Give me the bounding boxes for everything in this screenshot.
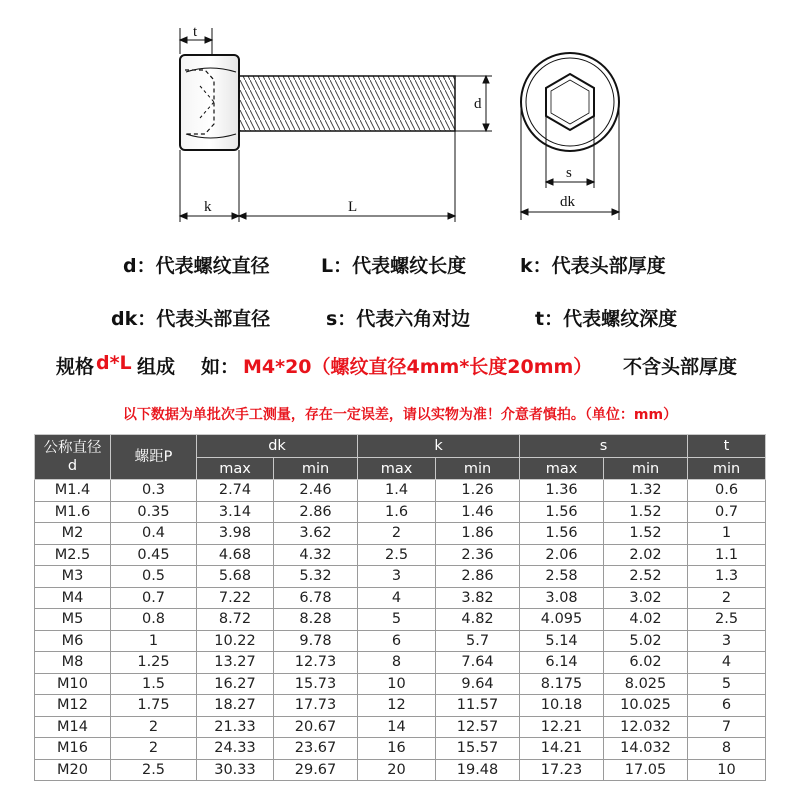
cell-d: M6 [35, 630, 111, 652]
header-k: k [358, 435, 520, 458]
legend-row-2 [0, 304, 800, 334]
cell-dk-max: 8.72 [197, 609, 274, 631]
cell-dk-min: 6.78 [274, 587, 358, 609]
cell-s-min: 6.02 [604, 652, 688, 674]
spec-prefix: 规格 [56, 356, 95, 378]
cell-s-min: 17.05 [604, 759, 688, 781]
cell-dk-min: 15.73 [274, 673, 358, 695]
cell-pitch: 2 [111, 738, 197, 760]
cell-k-min: 4.82 [436, 609, 520, 631]
table-row [35, 759, 766, 781]
cell-t-min: 8 [688, 738, 766, 760]
cell-dk-min: 5.32 [274, 566, 358, 588]
label-k: k [204, 199, 212, 215]
spec-line [0, 352, 800, 382]
spec-as-label: 如： [201, 356, 240, 378]
cell-t-min: 1.3 [688, 566, 766, 588]
cell-k-max: 3 [358, 566, 436, 588]
cell-s-max: 2.58 [520, 566, 604, 588]
table-row [35, 523, 766, 545]
cell-k-max: 8 [358, 652, 436, 674]
cell-dk-max: 24.33 [197, 738, 274, 760]
cell-s-max: 14.21 [520, 738, 604, 760]
header-dk-max: max [197, 458, 274, 480]
cell-k-max: 6 [358, 630, 436, 652]
header-dk-min: min [274, 458, 358, 480]
cell-s-min: 3.02 [604, 587, 688, 609]
cell-d: M8 [35, 652, 111, 674]
cell-k-min: 7.64 [436, 652, 520, 674]
cell-k-min: 12.57 [436, 716, 520, 738]
cell-k-min: 9.64 [436, 673, 520, 695]
cell-s-min: 4.02 [604, 609, 688, 631]
cell-k-min: 2.86 [436, 566, 520, 588]
cell-d: M1.4 [35, 480, 111, 502]
cell-dk-min: 3.62 [274, 523, 358, 545]
cell-dk-max: 21.33 [197, 716, 274, 738]
cell-dk-max: 13.27 [197, 652, 274, 674]
cell-dk-max: 16.27 [197, 673, 274, 695]
cell-t-min: 2.5 [688, 609, 766, 631]
label-dk: dk [560, 194, 575, 210]
cell-k-max: 1.4 [358, 480, 436, 502]
legend-s: s：代表六角对边 [326, 308, 471, 330]
cell-k-min: 1.46 [436, 501, 520, 523]
table-row [35, 501, 766, 523]
cell-t-min: 1.1 [688, 544, 766, 566]
header-s-min: min [604, 458, 688, 480]
cell-s-min: 5.02 [604, 630, 688, 652]
header-pitch: 螺距P [111, 435, 197, 480]
legend-dk: dk：代表头部直径 [111, 308, 271, 330]
header-t: t [688, 435, 766, 458]
cell-k-max: 1.6 [358, 501, 436, 523]
cell-pitch: 2 [111, 716, 197, 738]
cell-k-max: 2 [358, 523, 436, 545]
cell-dk-max: 3.98 [197, 523, 274, 545]
cell-dk-min: 29.67 [274, 759, 358, 781]
cell-k-min: 15.57 [436, 738, 520, 760]
cell-k-max: 5 [358, 609, 436, 631]
cell-pitch: 1 [111, 630, 197, 652]
spec-example: M4*20（螺纹直径4mm*长度20mm） [243, 356, 593, 378]
cell-d: M3 [35, 566, 111, 588]
cell-s-max: 1.56 [520, 501, 604, 523]
table-row [35, 673, 766, 695]
table-row [35, 716, 766, 738]
cell-dk-max: 18.27 [197, 695, 274, 717]
cell-s-min: 2.02 [604, 544, 688, 566]
cell-dk-min: 2.46 [274, 480, 358, 502]
cell-s-max: 4.095 [520, 609, 604, 631]
cell-dk-max: 2.74 [197, 480, 274, 502]
cell-pitch: 0.7 [111, 587, 197, 609]
cell-k-min: 5.7 [436, 630, 520, 652]
cell-s-max: 2.06 [520, 544, 604, 566]
cell-dk-min: 2.86 [274, 501, 358, 523]
cell-dk-min: 20.67 [274, 716, 358, 738]
cell-pitch: 0.45 [111, 544, 197, 566]
header-dk: dk [197, 435, 358, 458]
label-L: L [348, 199, 358, 215]
cell-t-min: 7 [688, 716, 766, 738]
legend-d: d：代表螺纹直径 [123, 255, 270, 277]
cell-s-max: 8.175 [520, 673, 604, 695]
cell-d: M2.5 [35, 544, 111, 566]
measurement-notice: 以下数据为单批次手工测量，存在一定误差，请以实物为准！介意者慎拍。（单位：mm） [122, 407, 678, 423]
header-nominal-diameter-line1: 公称直径 [43, 440, 102, 456]
cell-k-min: 2.36 [436, 544, 520, 566]
cell-t-min: 6 [688, 695, 766, 717]
cell-s-min: 2.52 [604, 566, 688, 588]
cell-k-max: 14 [358, 716, 436, 738]
cell-s-max: 1.36 [520, 480, 604, 502]
cell-pitch: 1.5 [111, 673, 197, 695]
cell-d: M2 [35, 523, 111, 545]
cell-s-min: 10.025 [604, 695, 688, 717]
table-row [35, 566, 766, 588]
cell-k-max: 10 [358, 673, 436, 695]
table-row [35, 695, 766, 717]
cell-pitch: 0.4 [111, 523, 197, 545]
cell-s-min: 14.032 [604, 738, 688, 760]
cell-k-max: 20 [358, 759, 436, 781]
cell-d: M20 [35, 759, 111, 781]
cell-s-min: 1.52 [604, 501, 688, 523]
cell-t-min: 3 [688, 630, 766, 652]
cell-dk-min: 8.28 [274, 609, 358, 631]
spec-table-body [35, 480, 766, 781]
cell-k-max: 12 [358, 695, 436, 717]
screw-thread-side-view [239, 76, 455, 131]
table-row [35, 587, 766, 609]
spec-suffix: 组成 [137, 356, 176, 378]
cell-dk-min: 23.67 [274, 738, 358, 760]
label-s: s [566, 165, 572, 181]
cell-dk-max: 7.22 [197, 587, 274, 609]
cell-pitch: 0.3 [111, 480, 197, 502]
cell-t-min: 4 [688, 652, 766, 674]
table-row [35, 738, 766, 760]
table-row [35, 544, 766, 566]
table-row [35, 609, 766, 631]
table-row [35, 630, 766, 652]
cell-d: M4 [35, 587, 111, 609]
header-t-min: min [688, 458, 766, 480]
cell-pitch: 0.8 [111, 609, 197, 631]
cell-k-min: 1.86 [436, 523, 520, 545]
cell-s-max: 5.14 [520, 630, 604, 652]
cell-dk-min: 4.32 [274, 544, 358, 566]
cell-t-min: 1 [688, 523, 766, 545]
cell-k-max: 16 [358, 738, 436, 760]
header-k-max: max [358, 458, 436, 480]
cell-pitch: 1.75 [111, 695, 197, 717]
header-nominal-diameter [35, 435, 111, 480]
cell-t-min: 2 [688, 587, 766, 609]
table-row [35, 652, 766, 674]
header-s: s [520, 435, 688, 458]
screw-head-end-view [521, 53, 619, 151]
header-s-max: max [520, 458, 604, 480]
table-row [35, 480, 766, 502]
cell-pitch: 0.35 [111, 501, 197, 523]
label-t: t [193, 24, 198, 40]
cell-s-min: 1.52 [604, 523, 688, 545]
cell-s-min: 1.32 [604, 480, 688, 502]
cell-t-min: 0.7 [688, 501, 766, 523]
cell-k-min: 19.48 [436, 759, 520, 781]
header-k-min: min [436, 458, 520, 480]
cell-d: M1.6 [35, 501, 111, 523]
cell-s-max: 17.23 [520, 759, 604, 781]
cell-dk-max: 10.22 [197, 630, 274, 652]
spec-note: 不含头部厚度 [623, 356, 738, 378]
cell-pitch: 2.5 [111, 759, 197, 781]
cell-t-min: 0.6 [688, 480, 766, 502]
label-d: d [474, 96, 482, 112]
cell-d: M12 [35, 695, 111, 717]
cell-s-max: 6.14 [520, 652, 604, 674]
cell-d: M10 [35, 673, 111, 695]
cell-dk-max: 5.68 [197, 566, 274, 588]
cell-t-min: 10 [688, 759, 766, 781]
screw-head-side-view [180, 55, 239, 150]
cell-s-max: 12.21 [520, 716, 604, 738]
cell-s-max: 10.18 [520, 695, 604, 717]
cell-d: M16 [35, 738, 111, 760]
spec-table [34, 434, 766, 781]
cell-k-min: 11.57 [436, 695, 520, 717]
cell-s-max: 3.08 [520, 587, 604, 609]
cell-dk-min: 12.73 [274, 652, 358, 674]
legend-k: k：代表头部厚度 [520, 255, 666, 277]
cell-k-max: 4 [358, 587, 436, 609]
cell-k-min: 1.26 [436, 480, 520, 502]
cell-pitch: 1.25 [111, 652, 197, 674]
cell-k-max: 2.5 [358, 544, 436, 566]
cell-dk-max: 30.33 [197, 759, 274, 781]
spec-formula: d*L [96, 352, 132, 374]
header-nominal-diameter-line2: d [67, 458, 78, 474]
cell-dk-min: 9.78 [274, 630, 358, 652]
cell-s-max: 1.56 [520, 523, 604, 545]
cell-dk-max: 3.14 [197, 501, 274, 523]
legend-t: t：代表螺纹深度 [535, 308, 678, 330]
cell-dk-max: 4.68 [197, 544, 274, 566]
legend-L: L：代表螺纹长度 [321, 255, 467, 277]
cell-pitch: 0.5 [111, 566, 197, 588]
cell-t-min: 5 [688, 673, 766, 695]
cell-s-min: 12.032 [604, 716, 688, 738]
cell-d: M14 [35, 716, 111, 738]
cell-s-min: 8.025 [604, 673, 688, 695]
legend-row-1 [0, 251, 800, 281]
screw-dimension-drawing [0, 0, 800, 240]
cell-k-min: 3.82 [436, 587, 520, 609]
cell-dk-min: 17.73 [274, 695, 358, 717]
cell-d: M5 [35, 609, 111, 631]
